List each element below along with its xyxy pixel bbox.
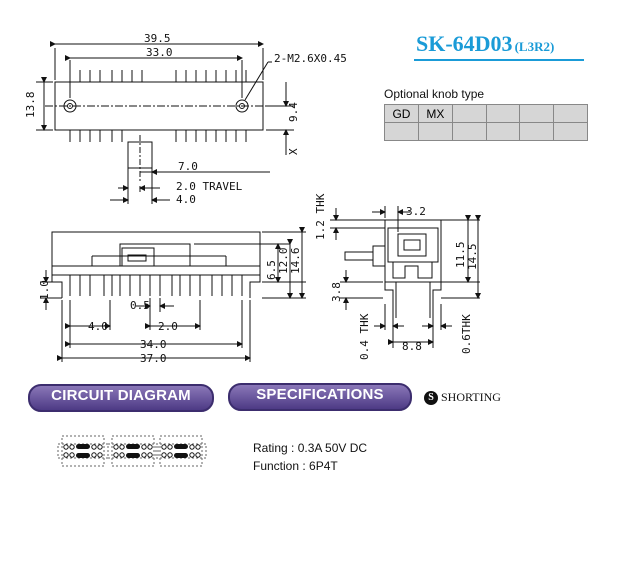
knob-type-cell — [554, 105, 588, 123]
front-view-pins — [70, 275, 242, 296]
dim-travel: 2.0 TRAVEL — [176, 180, 243, 193]
circuit-group — [108, 436, 158, 466]
knob-type-cell — [486, 105, 520, 123]
circuit-diagram-heading: CIRCUIT DIAGRAM — [28, 384, 214, 412]
model-title — [416, 31, 554, 57]
circuit-group — [58, 436, 108, 466]
model-number: SK-64D03 — [416, 31, 513, 56]
knob-type-cell — [520, 105, 554, 123]
knob-type-cell — [486, 123, 520, 141]
knob-type-cell: GD — [385, 105, 419, 123]
dim-overall-width: 39.5 — [144, 32, 171, 45]
side-view — [330, 206, 480, 348]
dim-pin-height: 1.0 — [38, 280, 51, 300]
dim-body-length: 37.0 — [140, 352, 167, 365]
spec-function: Function : 6P4T — [253, 459, 338, 473]
dim-front-h2: 12.0 — [277, 247, 290, 274]
dim-knob-width: 4.0 — [176, 193, 196, 206]
circuit-group — [156, 436, 206, 466]
knob-type-cell — [418, 123, 452, 141]
dim-pin-thk-a: 0.4 THK — [358, 313, 371, 360]
dim-front-h1: 6.5 — [265, 260, 278, 280]
dim-knob-offset: 7.0 — [178, 160, 198, 173]
dim-mount-holes: 2-M2.6X0.45 — [274, 52, 347, 65]
dim-frame-thk: 1.2 THK — [314, 193, 327, 240]
dim-pin-thk-b: 0.6THK — [460, 314, 473, 354]
specifications-heading: SPECIFICATIONS — [228, 383, 412, 411]
knob-caption: Optional knob type — [384, 87, 485, 101]
dim-height: 13.8 — [24, 91, 37, 118]
circuit-diagram — [58, 436, 206, 466]
title-underline — [414, 59, 584, 61]
model-variant: (L3R2) — [514, 39, 555, 54]
dim-side-pin-span: 8.8 — [402, 340, 422, 353]
front-view-body — [52, 232, 260, 275]
dim-hole-offset: 9.4 — [287, 102, 300, 122]
knob-type-cell — [520, 123, 554, 141]
side-view-labels — [314, 193, 479, 360]
top-view — [36, 44, 294, 204]
dim-pitch: 0.5 — [130, 299, 150, 312]
side-view-knob — [345, 252, 373, 260]
dim-side-h2: 14.5 — [466, 243, 479, 270]
dim-hole-spacing: 33.0 — [146, 46, 173, 59]
dim-group-pitch: 2.0 — [158, 320, 178, 333]
front-view — [40, 232, 306, 362]
knob-type-cell: MX — [418, 105, 452, 123]
knob-type-cell — [385, 123, 419, 141]
knob-type-cell — [554, 123, 588, 141]
dim-pin-span: 34.0 — [140, 338, 167, 351]
shorting-icon: S — [424, 391, 438, 405]
knob-type-cell — [452, 123, 486, 141]
dim-knob-w: 3.2 — [406, 205, 426, 218]
knob-type-cell — [452, 105, 486, 123]
dim-front-h3: 14.6 — [289, 247, 302, 274]
dim-knob-len: 3.8 — [330, 282, 343, 302]
knob-type-table — [384, 104, 588, 141]
spec-rating: Rating : 0.3A 50V DC — [253, 441, 368, 455]
shorting-label: S SHORTING — [424, 390, 501, 405]
dim-x-marker: X — [287, 148, 300, 155]
dim-side-h1: 11.5 — [454, 241, 467, 268]
dim-pin-pitch: 4.0 — [88, 320, 108, 333]
